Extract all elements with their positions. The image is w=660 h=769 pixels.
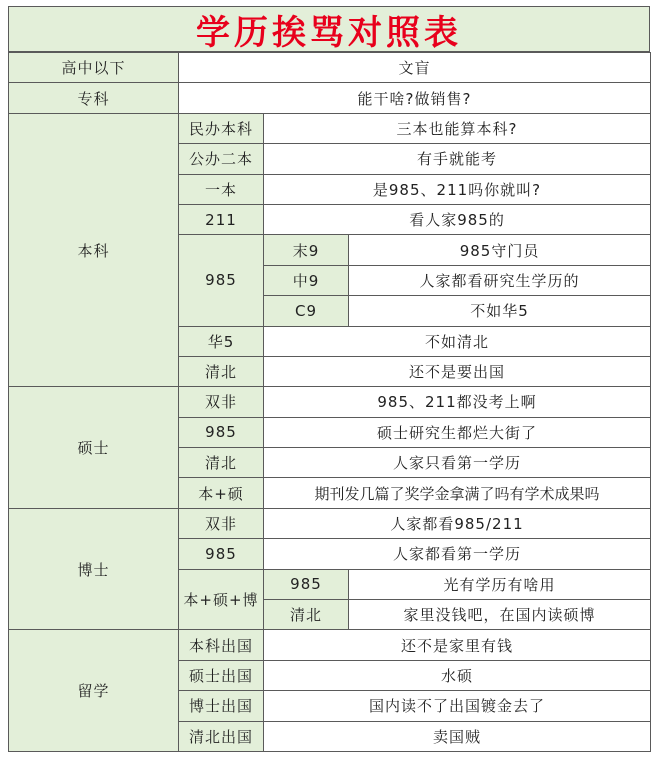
comment-cell: 文盲 (179, 53, 651, 83)
table-row (9, 630, 651, 660)
comment-cell: 还不是家里有钱 (264, 630, 651, 660)
sublevel-cell: 一本 (179, 174, 264, 204)
tier-cell: 清北 (264, 600, 349, 630)
comment-cell: 人家只看第一学历 (264, 448, 651, 478)
sublevel-cell: 华5 (179, 326, 264, 356)
page-title: 学历挨骂对照表 (8, 6, 650, 52)
comment-cell: 不如华5 (349, 296, 651, 326)
sublevel-cell: 清北 (179, 448, 264, 478)
sublevel-cell: 985 (179, 539, 264, 569)
table-row (9, 53, 651, 83)
comment-cell: 人家都看985/211 (264, 508, 651, 538)
sublevel-cell: 本+硕+博 (179, 569, 264, 630)
comment-cell: 卖国贼 (264, 721, 651, 751)
table-row (9, 83, 651, 113)
comment-cell: 硕士研究生都烂大街了 (264, 417, 651, 447)
level-master: 硕士 (9, 387, 179, 509)
sublevel-cell: 公办二本 (179, 144, 264, 174)
table-row (9, 387, 651, 417)
sublevel-cell: 清北 (179, 356, 264, 386)
comment-cell: 家里没钱吧，在国内读硕博 (349, 600, 651, 630)
sublevel-cell: 硕士出国 (179, 660, 264, 690)
comment-cell: 光有学历有啥用 (349, 569, 651, 599)
comment-cell: 有手就能考 (264, 144, 651, 174)
tier-cell: 985 (264, 569, 349, 599)
table-row (9, 508, 651, 538)
sublevel-cell: 211 (179, 204, 264, 234)
comment-cell: 985守门员 (349, 235, 651, 265)
comment-cell: 期刊发几篇了奖学金拿满了吗有学术成果吗 (264, 478, 651, 508)
level-phd: 博士 (9, 508, 179, 630)
table-row (9, 113, 651, 143)
comment-cell: 三本也能算本科? (264, 113, 651, 143)
sublevel-cell: 985 (179, 235, 264, 326)
tier-cell: 中9 (264, 265, 349, 295)
sublevel-cell: 985 (179, 417, 264, 447)
tier-cell: 末9 (264, 235, 349, 265)
level-bachelor: 本科 (9, 113, 179, 387)
sublevel-cell: 本+硕 (179, 478, 264, 508)
tier-cell: C9 (264, 296, 349, 326)
comment-cell: 人家都看研究生学历的 (349, 265, 651, 295)
sublevel-cell: 清北出国 (179, 721, 264, 751)
comment-cell: 还不是要出国 (264, 356, 651, 386)
sublevel-cell: 博士出国 (179, 691, 264, 721)
comment-cell: 是985、211吗你就叫? (264, 174, 651, 204)
comment-cell: 能干啥?做销售? (179, 83, 651, 113)
sublevel-cell: 双非 (179, 387, 264, 417)
comment-cell: 人家都看第一学历 (264, 539, 651, 569)
comment-cell: 看人家985的 (264, 204, 651, 234)
level-study-abroad: 留学 (9, 630, 179, 752)
level-below-high-school: 高中以下 (9, 53, 179, 83)
comment-cell: 不如清北 (264, 326, 651, 356)
sublevel-cell: 双非 (179, 508, 264, 538)
sublevel-cell: 本科出国 (179, 630, 264, 660)
comment-cell: 985、211都没考上啊 (264, 387, 651, 417)
comparison-table (8, 52, 651, 752)
level-junior-college: 专科 (9, 83, 179, 113)
sublevel-cell: 民办本科 (179, 113, 264, 143)
comment-cell: 国内读不了出国镀金去了 (264, 691, 651, 721)
comment-cell: 水硕 (264, 660, 651, 690)
